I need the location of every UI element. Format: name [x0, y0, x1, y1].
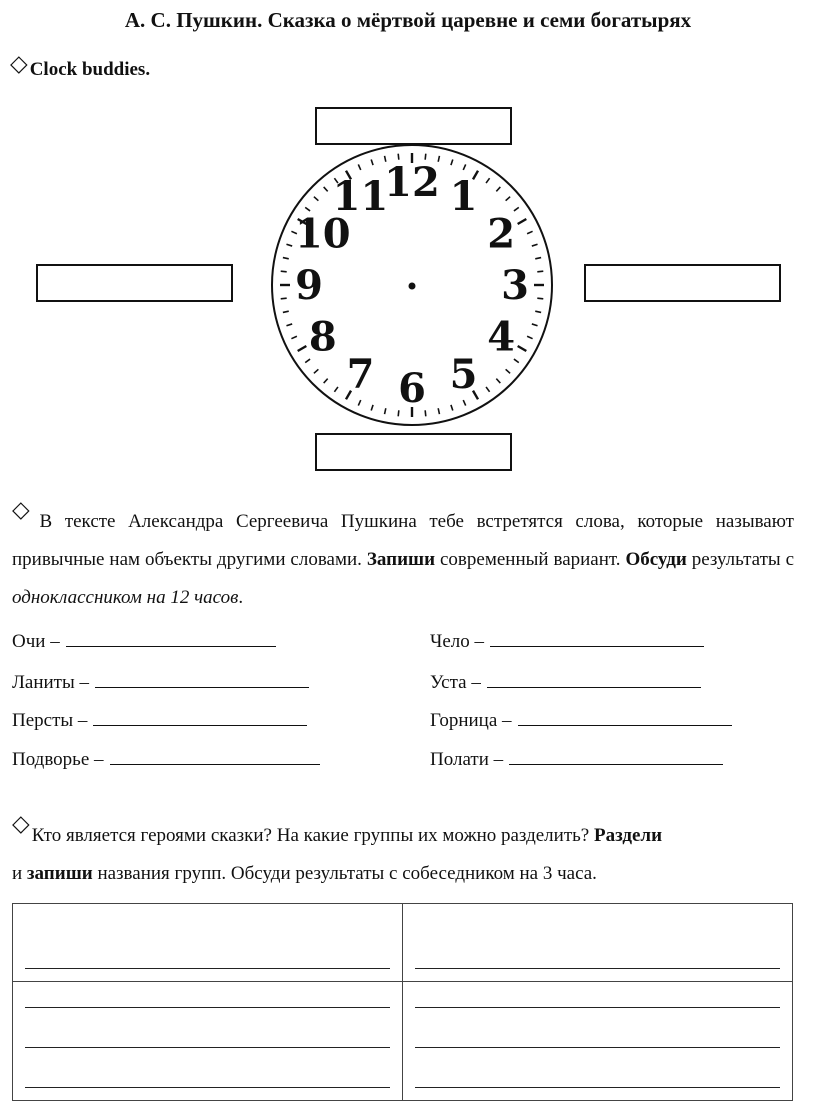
word-row-left-4	[12, 748, 320, 771]
instructions-text-4: .	[238, 587, 244, 608]
answer-line[interactable]	[490, 630, 704, 647]
table-cell	[403, 904, 793, 982]
clock-numeral: 10	[294, 210, 351, 258]
write-line[interactable]	[415, 974, 780, 1008]
diamond-bullet-icon: ◇	[12, 811, 30, 836]
groups-text-1: Кто является героями сказки? На какие группы их можно разделить?	[31, 825, 594, 846]
answer-line[interactable]	[487, 671, 701, 688]
instructions-text-2: современный вариант.	[435, 549, 626, 570]
answer-line[interactable]	[95, 671, 309, 688]
answer-line[interactable]	[110, 748, 320, 765]
write-line[interactable]	[415, 935, 780, 969]
clock-tick	[281, 271, 287, 272]
clock-numeral: 9	[295, 262, 323, 309]
clock-numeral: 8	[308, 313, 337, 361]
write-line[interactable]	[25, 974, 390, 1008]
diamond-bullet-icon: ◇	[10, 51, 28, 76]
clock-buddies-heading	[10, 51, 151, 81]
table-row	[13, 904, 793, 982]
groups-bold-divide: Раздели	[593, 825, 663, 846]
clock-numeral: 12	[384, 159, 440, 206]
clock-tick	[537, 271, 543, 272]
clock-numeral: 7	[346, 351, 375, 399]
word-row-right-2	[430, 671, 701, 694]
clock-numeral: 1	[449, 172, 478, 220]
clock-numeral: 5	[449, 351, 478, 399]
answer-box-3[interactable]	[584, 264, 781, 302]
word-label: Чело –	[430, 631, 485, 652]
clock-face	[270, 143, 554, 427]
answer-line[interactable]	[66, 630, 276, 647]
write-line[interactable]	[25, 1054, 390, 1088]
word-row-right-1	[430, 630, 704, 653]
answer-line[interactable]	[93, 709, 307, 726]
clock-numeral: 3	[501, 262, 529, 309]
clock-center-dot	[409, 283, 416, 290]
word-label: Персты –	[12, 710, 88, 731]
clock-numeral: 2	[487, 210, 516, 258]
write-line[interactable]	[415, 1014, 780, 1048]
groups-text-2: и	[12, 863, 27, 884]
word-row-right-3	[430, 709, 732, 732]
groups-text-3: названия групп. Обсуди результаты с собеседником на 3 часа.	[92, 863, 597, 884]
instructions-text-1: В тексте Александра Сергеевича Пушкина тебе встретятся слова, которые называют привычные нам объекты другими словами.	[12, 511, 794, 570]
groups-bold-write: запиши	[26, 863, 93, 884]
clock-tick	[281, 298, 287, 299]
answer-box-6[interactable]	[315, 433, 512, 471]
word-row-left-2	[12, 671, 309, 694]
word-label: Уста –	[430, 672, 481, 693]
word-label: Очи –	[12, 631, 60, 652]
word-label: Полати –	[430, 749, 504, 770]
word-row-left-1	[12, 630, 276, 653]
word-label: Горница –	[430, 710, 512, 731]
table-cell	[13, 904, 403, 982]
groups-question	[12, 811, 794, 893]
answer-line[interactable]	[509, 748, 723, 765]
clock-numeral: 6	[398, 365, 426, 412]
page-title: А. С. Пушкин. Сказка о мёртвой царевне и семи богатырях	[124, 8, 692, 32]
answer-line[interactable]	[518, 709, 732, 726]
word-row-left-3	[12, 709, 307, 732]
write-line[interactable]	[25, 935, 390, 969]
diamond-bullet-icon: ◇	[12, 497, 38, 522]
word-label: Ланиты –	[12, 672, 89, 693]
clock-tick	[537, 298, 543, 299]
word-row-right-4	[430, 748, 723, 771]
write-line[interactable]	[25, 1014, 390, 1048]
clock-numeral: 4	[487, 313, 516, 361]
instructions-italic-partner: одноклассником на 12 часов	[12, 587, 239, 608]
instructions-paragraph	[12, 497, 795, 617]
groups-table	[12, 903, 793, 1101]
write-line[interactable]	[415, 1054, 780, 1088]
word-label: Подворье –	[12, 749, 104, 770]
instructions-text-3: результаты с	[686, 549, 795, 570]
table-row	[13, 982, 793, 1101]
answer-box-12[interactable]	[315, 107, 512, 145]
clock-numeral: 11	[332, 172, 389, 220]
answer-box-9[interactable]	[36, 264, 233, 302]
clock-buddies-label: Clock buddies.	[29, 59, 151, 80]
instructions-bold-discuss: Обсуди	[625, 549, 687, 570]
instructions-bold-write: Запиши	[366, 549, 436, 570]
table-cell	[403, 982, 793, 1101]
table-cell	[13, 982, 403, 1101]
